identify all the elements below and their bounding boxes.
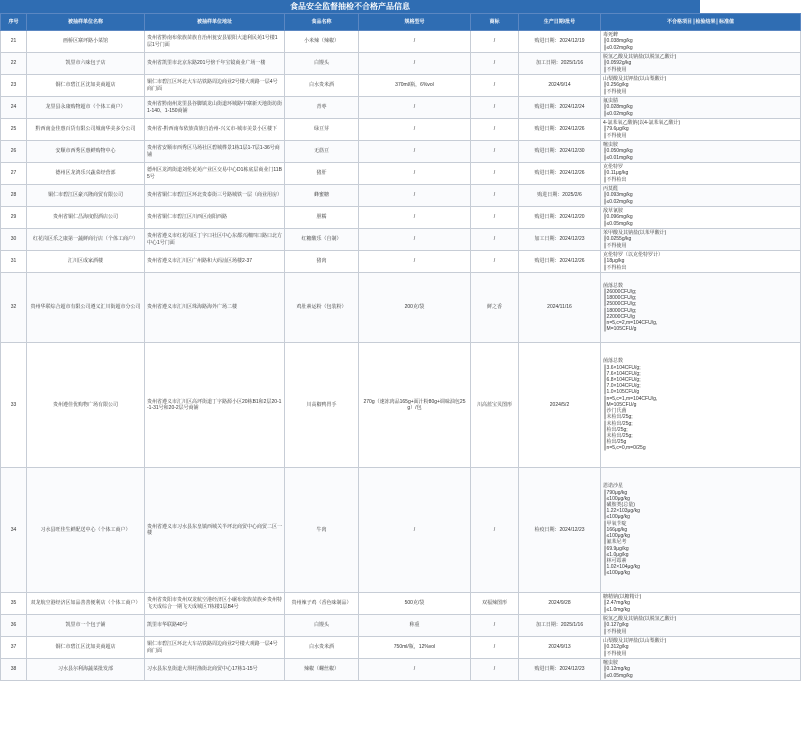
header-row: [1, 14, 801, 31]
result-line: ║0.0255g/kg: [603, 236, 632, 243]
cell-food: 贵州辣子鸡（香色味制品）: [285, 593, 359, 615]
cell-address: 贵州省遵义市汇川区高坪街道丁字路源小区20栋B1和2层20-1-1-31号和20-2层号商铺: [145, 343, 285, 468]
cell-unit: 铜仁市碧江区沈如美商超店: [27, 75, 145, 97]
cell-no: 37: [1, 637, 27, 659]
cell-unit: 德州区龙鸿乐兴蔬菜经营部: [27, 163, 145, 185]
result-line: 丙莫醛: [603, 186, 619, 193]
table-row: [1, 75, 801, 97]
table-row: [1, 53, 801, 75]
cell-date: 购进日期：2024/12/26: [519, 251, 601, 273]
result-line: ║0.093mg/kg: [603, 192, 633, 199]
cell-result: [601, 637, 801, 659]
cell-spec: /: [359, 53, 471, 75]
table-row: [1, 251, 801, 273]
cell-brand: /: [471, 97, 519, 119]
cell-date: 购进日期：2024/12/24: [519, 97, 601, 119]
result-line: ║≤1.0mg/kg: [603, 606, 630, 613]
cell-result: [601, 31, 801, 53]
cell-date: 2024/9/14: [519, 75, 601, 97]
result-line: ║1.22×103μg/kg: [603, 508, 640, 515]
cell-address: 贵州省贵阳市贵州双龙航空港经济区小碾布依族苗族乡贵州特飞天成综合一期飞天成城区7栋楼1层B4号: [145, 593, 285, 615]
cell-brand: 鲜之香: [471, 273, 519, 343]
cell-brand: /: [471, 163, 519, 185]
cell-result: [601, 119, 801, 141]
result-line: ║n=5,c=1,m=104CFU/g,: [603, 395, 658, 402]
cell-food: 胆糯: [285, 207, 359, 229]
table-row: [1, 229, 801, 251]
cell-spec: /: [359, 229, 471, 251]
cell-address: 德州区龙鸿街道刘伦花苑产业区交易中心D1栋底层商业门11B5号: [145, 163, 285, 185]
cell-brand: /: [471, 31, 519, 53]
result-line: ║≤0.02mg/kg: [603, 198, 633, 205]
cell-result: [601, 468, 801, 593]
table-row: [1, 207, 801, 229]
result-line: ║n=5,c=0,m=0/25g: [603, 445, 646, 452]
table-row: [1, 468, 801, 593]
cell-unit: 汇川区成家酒楼: [27, 251, 145, 273]
result-line: ║1.02×104μg/kg: [603, 564, 640, 571]
table-row: [1, 615, 801, 637]
table-row: [1, 185, 801, 207]
cell-date: 加工日期：2025/1/16: [519, 53, 601, 75]
result-line: 毒死蜱: [603, 32, 619, 39]
cell-date: 加工日期：2025/1/16: [519, 615, 601, 637]
table-title: 食品安全监督抽检不合格产品信息: [0, 0, 700, 13]
cell-spec: 750ml/瓶，12%vol: [359, 637, 471, 659]
cell-food: 小米辣（辣椒）: [285, 31, 359, 53]
cell-address: 铜仁市碧江区环北大车站铁路周边商业2号楼大观路一层4号商门面: [145, 637, 285, 659]
cell-result: [601, 97, 801, 119]
cell-brand: /: [471, 659, 519, 681]
cell-no: 36: [1, 615, 27, 637]
result-line: ║检出/25g: [603, 439, 627, 446]
cell-date: 2024/9/28: [519, 593, 601, 615]
cell-address: 贵州省黔南布依族苗族自治州瓮安县银阳大道利民苑1号楼1层1号门面: [145, 31, 285, 53]
cell-food: 白馒头: [285, 53, 359, 75]
result-line: ║1.0×105CFU/g: [603, 389, 640, 396]
cell-brand: 川高蓝宝贝图形: [471, 343, 519, 468]
table-row: [1, 273, 801, 343]
cell-spec: 500克/袋: [359, 593, 471, 615]
cell-food: 白馒头: [285, 615, 359, 637]
cell-address: 贵州省遵义市红花岗区丁字口社区中心东都兴湘四口路口北方中心1号门面: [145, 229, 285, 251]
cell-address: 习水县东皇街道大坝村渔街北商贸中心17栋1-15号: [145, 659, 285, 681]
cell-brand: /: [471, 207, 519, 229]
cell-no: 38: [1, 659, 27, 681]
cell-food: 猪肉: [285, 251, 359, 273]
result-line: ║不得检出: [603, 264, 627, 271]
cell-unit: 凯里市一个包子铺: [27, 615, 145, 637]
result-line: ║≤100μg/kg: [603, 514, 630, 521]
cell-result: [601, 593, 801, 615]
cell-unit: 红花岗区乐之康第一蔬鲜商行店（个体工商户）: [27, 229, 145, 251]
cell-date: 2024/11/16: [519, 273, 601, 343]
cell-spec: /: [359, 97, 471, 119]
cell-spec: 称重: [359, 615, 471, 637]
cell-food: 川高椒鸭胃手: [285, 343, 359, 468]
result-line: ║检出/25g;: [603, 426, 628, 433]
result-line: ║18000CFU/g;: [603, 295, 637, 302]
result-line: ║M=105CFU/g: [603, 401, 637, 408]
result-line: 苯甲酸及其钠盐(以苯甲酸计): [603, 230, 667, 237]
cell-no: 33: [1, 343, 27, 468]
cell-spec: /: [359, 163, 471, 185]
cell-spec: /: [359, 207, 471, 229]
result-line: 恩诺沙星: [603, 483, 624, 490]
result-line: ║≤0.01mg/kg: [603, 154, 633, 161]
cell-food: 青枣: [285, 97, 359, 119]
cell-brand: /: [471, 185, 519, 207]
cell-unit: 凯里市六味包子店: [27, 53, 145, 75]
result-line: ║未检出/25g;: [603, 432, 633, 439]
cell-address: 贵州省安顺市西秀区马场社区碧城桦景1栋1层1-7层1-36号商铺: [145, 141, 285, 163]
result-line: ║不得检出: [603, 176, 627, 183]
cell-brand: 双福辣图形: [471, 593, 519, 615]
result-line: 克伦特罗（以克伦特罗计）: [603, 252, 664, 259]
result-line: 脱氢乙酸及其钠盐(以脱氢乙酸计): [603, 54, 677, 61]
cell-date: 2024/5/2: [519, 343, 601, 468]
cell-unit: 黔西南金佳惠百货有限公司城南华美多分公司: [27, 119, 145, 141]
result-line: ║0.256g/kg: [603, 82, 629, 89]
result-line: 噻虫胺: [603, 142, 619, 149]
cell-food: 白水贵米酒: [285, 637, 359, 659]
cell-date: 2024/9/13: [519, 637, 601, 659]
result-line: ║≤1.0μg/kg: [603, 551, 629, 558]
cell-no: 29: [1, 207, 27, 229]
result-line: ║0.038mg/kg: [603, 38, 633, 45]
result-line: ║2.47mg/kg: [603, 600, 630, 607]
header-food: 食品名称: [285, 14, 359, 31]
cell-address: 贵州省黔南州龙里县谷脚镇龙山街道环城路中寨新天地街坊街1-140、1-150商铺: [145, 97, 285, 119]
cell-unit: 习水县尔利海蔬菜批发部: [27, 659, 145, 681]
cell-result: [601, 615, 801, 637]
result-line: 脱氢乙酸及其钠盐(以脱氢乙酸计): [603, 616, 677, 623]
cell-spec: /: [359, 185, 471, 207]
cell-no: 23: [1, 75, 27, 97]
table-row: [1, 637, 801, 659]
result-line: ║磺胺类(总量): [603, 502, 635, 509]
cell-unit: 贵州遵佳优购物广场有限公司: [27, 343, 145, 468]
result-line: ║≤0.05mg/kg: [603, 672, 633, 679]
cell-date: 购进日期：2024/12/30: [519, 141, 601, 163]
cell-unit: 贵州省铜仁昌海度假酒店公司: [27, 207, 145, 229]
header-result: 不合格项目║检验结果║标准值: [601, 14, 801, 31]
table-row: [1, 593, 801, 615]
result-line: ║氟苯尼考: [603, 539, 627, 546]
cell-no: 30: [1, 229, 27, 251]
result-line: ║不得使用: [603, 66, 627, 73]
result-line: 山梨酸及其钾盐(以山梨酸计): [603, 638, 667, 645]
cell-brand: /: [471, 53, 519, 75]
result-line: ║0.096mg/kg: [603, 214, 633, 221]
result-line: ║甲氧苄啶: [603, 520, 627, 527]
cell-spec: 370ml/瓶，6%vol: [359, 75, 471, 97]
result-line: ║0.028mg/kg: [603, 104, 633, 111]
cell-result: [601, 185, 801, 207]
cell-brand: /: [471, 141, 519, 163]
cell-date: 购进日期：2024/12/23: [519, 659, 601, 681]
cell-no: 26: [1, 141, 27, 163]
result-line: ║未检出/25g;: [603, 420, 633, 427]
header-date: 生产日期/批号: [519, 14, 601, 31]
cell-brand: /: [471, 119, 519, 141]
cell-address: 贵州省凯里市北京东路201号傍千年宝镜商业广场一楼: [145, 53, 285, 75]
cell-food: 无筋豆: [285, 141, 359, 163]
result-line: ║n=5,c=2,m=104CFU/g,: [603, 319, 658, 326]
result-line: ║≤100μg/kg: [603, 533, 630, 540]
result-line: ║沙门氏菌: [603, 408, 627, 415]
cell-address: 贵州省铜仁市碧江区川西区南阳西路: [145, 207, 285, 229]
result-line: ║≤0.05mg/kg: [603, 220, 633, 227]
table-row: [1, 141, 801, 163]
cell-result: [601, 251, 801, 273]
cell-no: 35: [1, 593, 27, 615]
result-line: ║≤0.02mg/kg: [603, 44, 633, 51]
cell-food: 蜂蜜糖: [285, 185, 359, 207]
cell-date: 购进日期：2024/12/26: [519, 119, 601, 141]
cell-food: 辣椒（螺丝椒）: [285, 659, 359, 681]
cell-date: 购进日期：2024/12/20: [519, 207, 601, 229]
result-line: ║≤100μg/kg: [603, 570, 630, 577]
result-line: ║0.127g/kg: [603, 622, 629, 629]
table-row: [1, 97, 801, 119]
result-line: ║25000CFU/g;: [603, 301, 637, 308]
cell-result: [601, 163, 801, 185]
cell-result: [601, 343, 801, 468]
cell-brand: /: [471, 468, 519, 593]
cell-date: 检疫日期：2024/12/23: [519, 468, 601, 593]
header-brand: 商标: [471, 14, 519, 31]
cell-brand: /: [471, 75, 519, 97]
cell-spec: /: [359, 659, 471, 681]
result-line: 克伦特罗: [603, 164, 624, 171]
result-line: ║0.0592g/kg: [603, 60, 632, 67]
result-line: ║≤100μg/kg: [603, 495, 630, 502]
header-address: 被抽样单位地址: [145, 14, 285, 31]
cell-food: 白水贵米酒: [285, 75, 359, 97]
cell-spec: /: [359, 251, 471, 273]
result-line: ║0.11μg/kg: [603, 170, 629, 177]
result-line: 菌落总数: [603, 282, 624, 289]
result-line: ║0.312g/kg: [603, 644, 629, 651]
cell-spec: /: [359, 141, 471, 163]
cell-result: [601, 53, 801, 75]
cell-unit: 双龙航空港经济区如品善善便利店（个体工商户）: [27, 593, 145, 615]
result-line: ║790μg/kg: [603, 489, 628, 496]
result-line: 山梨酸及其钾盐(以山梨酸计): [603, 76, 667, 83]
cell-address: 贵州省遵义市汇川区珠海路海外广场二楼: [145, 273, 285, 343]
result-line: ║69.9μg/kg: [603, 545, 629, 552]
cell-address: 铜仁市碧江区环北大车站铁路周边商业2号楼大观路一层4号商门面: [145, 75, 285, 97]
result-line: ║≤0.02mg/kg: [603, 110, 633, 117]
result-line: 氟虫腈: [603, 98, 619, 105]
result-line: 噻虫胺: [603, 660, 619, 667]
cell-spec: 200克/袋: [359, 273, 471, 343]
result-line: ║7.6×104CFU/g;: [603, 370, 641, 377]
cell-food: 红糖酸乐（自制）: [285, 229, 359, 251]
cell-result: [601, 273, 801, 343]
header-spec: 规格型号: [359, 14, 471, 31]
result-line: ║22000CFU/g: [603, 313, 635, 320]
cell-date: 购进日期：2025/2/6: [519, 185, 601, 207]
cell-no: 24: [1, 97, 27, 119]
cell-no: 28: [1, 185, 27, 207]
cell-unit: 画桥区寨坪路小菜馆: [27, 31, 145, 53]
cell-no: 31: [1, 251, 27, 273]
result-line: ║18000CFU/g;: [603, 307, 637, 314]
cell-unit: 铜仁市碧江区豪兴隆商贸有限公司: [27, 185, 145, 207]
cell-result: [601, 75, 801, 97]
cell-spec: /: [359, 468, 471, 593]
cell-no: 21: [1, 31, 27, 53]
result-line: 4-氯苯氧乙酸钠(以4-氯苯氧乙酸计): [603, 120, 681, 127]
cell-brand: /: [471, 615, 519, 637]
result-line: ║不得使用: [603, 242, 627, 249]
cell-unit: 铜仁市碧江区沈如美商超店: [27, 637, 145, 659]
cell-address: 凯里市华联路40号: [145, 615, 285, 637]
header-no: 序号: [1, 14, 27, 31]
cell-no: 32: [1, 273, 27, 343]
cell-no: 27: [1, 163, 27, 185]
cell-no: 25: [1, 119, 27, 141]
result-line: ║3.6×104CFU/g;: [603, 364, 641, 371]
result-line: ║不得使用: [603, 132, 627, 139]
cell-address: 贵州省-黔西南布依族苗族自治州-兴义市-城市美景小区楼下: [145, 119, 285, 141]
result-line: ║0.12mg/kg: [603, 666, 630, 673]
result-line: 敌草氰胺: [603, 208, 624, 215]
cell-no: 22: [1, 53, 27, 75]
cell-result: [601, 207, 801, 229]
result-line: ║林可霉素: [603, 557, 627, 564]
table-row: [1, 31, 801, 53]
cell-date: 购进日期：2024/12/19: [519, 31, 601, 53]
cell-brand: /: [471, 251, 519, 273]
cell-address: 贵州省遵义市习水县东皇镇西城关半坪北商贸中心商贸二区一楼: [145, 468, 285, 593]
table-row: [1, 343, 801, 468]
cell-food: 猪肝: [285, 163, 359, 185]
result-line: ║不得使用: [603, 650, 627, 657]
result-line: ║6.8×104CFU/g;: [603, 377, 641, 384]
table-row: [1, 659, 801, 681]
cell-food: 鸡肚素运粉（包装粉）: [285, 273, 359, 343]
failed-products-table: [0, 13, 801, 681]
cell-address: 贵州省铜仁市碧江区环北贵泰街三号路城铁一层（商业用房）: [145, 185, 285, 207]
result-line: ║166μg/kg: [603, 526, 628, 533]
cell-result: [601, 229, 801, 251]
cell-result: [601, 141, 801, 163]
result-line: ║26000CFU/g;: [603, 288, 637, 295]
cell-unit: 龙里县永康购物超市（个体工商户）: [27, 97, 145, 119]
cell-date: 购进日期：2024/12/26: [519, 163, 601, 185]
cell-address: 贵州省遵义市汇川区广州路和大码汕区场楼2-37: [145, 251, 285, 273]
table-row: [1, 163, 801, 185]
cell-spec: /: [359, 119, 471, 141]
cell-unit: 贵州华联综合超市有限公司遵义汇川街超市分公司: [27, 273, 145, 343]
result-line: ║未检出/25g;: [603, 414, 633, 421]
result-line: ║不得使用: [603, 628, 627, 635]
result-line: 糖精钠(以糖精计): [603, 594, 642, 601]
result-line: ║18μg/kg: [603, 258, 625, 265]
result-line: ║79.6μg/kg: [603, 126, 629, 133]
result-line: 菌落总数: [603, 358, 624, 365]
cell-brand: /: [471, 229, 519, 251]
result-line: ║M=105CFU/g: [603, 326, 637, 333]
header-unit: 被抽样单位名称: [27, 14, 145, 31]
table-row: [1, 119, 801, 141]
result-line: ║7.0×104CFU/g;: [603, 383, 641, 390]
result-line: ║0.050mg/kg: [603, 148, 633, 155]
cell-food: 牛肉: [285, 468, 359, 593]
cell-no: 34: [1, 468, 27, 593]
result-line: ║不得使用: [603, 88, 627, 95]
cell-unit: 习水县旺佳生鲜配送中心（个体工商户）: [27, 468, 145, 593]
cell-date: 加工日期：2024/12/23: [519, 229, 601, 251]
cell-unit: 安顺市西秀区惠鲜购物中心: [27, 141, 145, 163]
cell-result: [601, 659, 801, 681]
cell-spec: /: [359, 31, 471, 53]
cell-food: 绿豆芽: [285, 119, 359, 141]
cell-spec: 270g（速冻肉品165g+面汁粉80g+调味油包25g）/包: [359, 343, 471, 468]
cell-brand: /: [471, 637, 519, 659]
